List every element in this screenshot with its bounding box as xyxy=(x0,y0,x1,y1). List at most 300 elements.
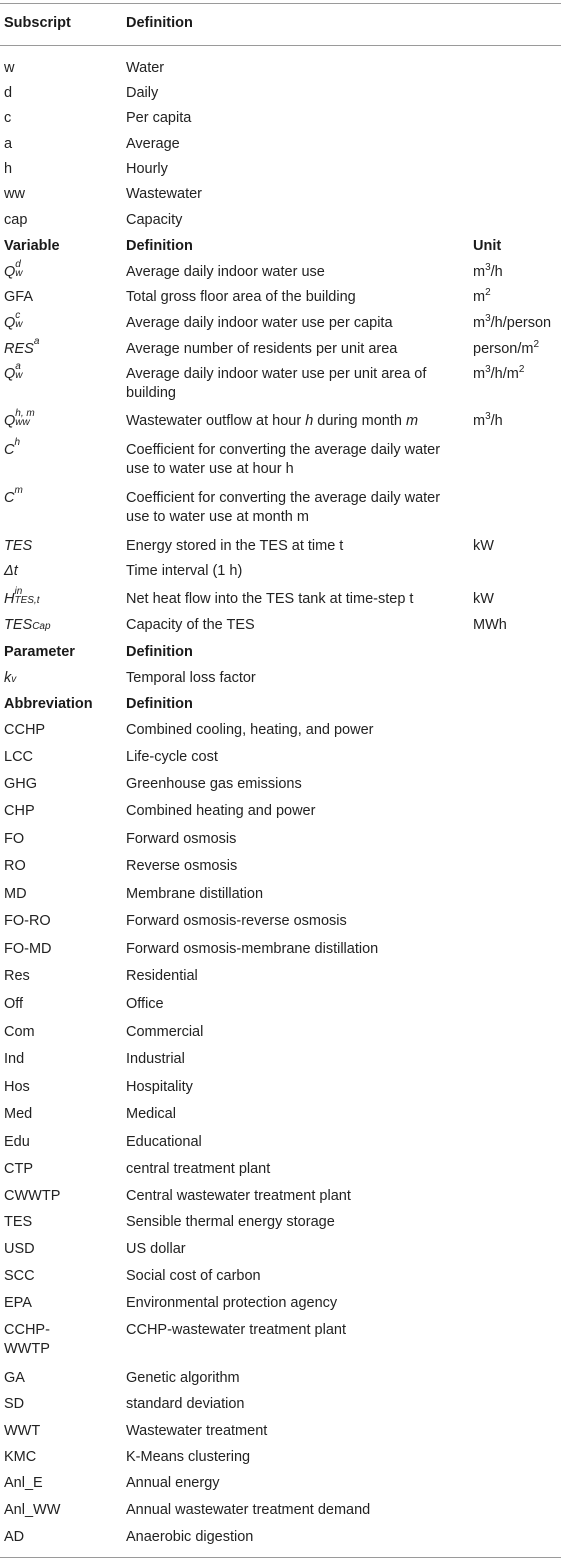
symbol-base: Q xyxy=(4,264,16,280)
unit-cell: kW xyxy=(473,591,494,607)
definition-cell xyxy=(126,1050,185,1069)
symbol-base: Δt xyxy=(4,563,18,579)
term-cell xyxy=(4,185,25,204)
symbol-base: Q xyxy=(4,366,16,382)
table-row xyxy=(0,1050,561,1076)
term-cell xyxy=(4,336,40,359)
symbol-base: C xyxy=(4,490,15,506)
term-cell xyxy=(4,1321,60,1359)
term-text: CWWTP xyxy=(4,1188,61,1204)
term-cell xyxy=(4,1240,35,1259)
table-row xyxy=(0,1422,561,1448)
definition-text: standard deviation xyxy=(126,1396,245,1412)
symbol-subscript: ww xyxy=(15,417,30,429)
term-cell xyxy=(4,1369,25,1388)
term-cell xyxy=(4,1528,24,1547)
definition-text: Capacity xyxy=(126,212,183,228)
definition-cell xyxy=(126,1422,267,1441)
definition-text: during month xyxy=(313,413,406,429)
term-cell xyxy=(4,748,33,767)
definition-text: Net heat flow into the TES tank at time-step t xyxy=(126,591,414,607)
unit-exponent: 3 xyxy=(485,262,491,274)
term-text: SCC xyxy=(4,1268,35,1284)
term-text: Off xyxy=(4,996,24,1012)
table-row xyxy=(0,1501,561,1527)
definition-cell xyxy=(126,669,256,688)
table-row xyxy=(0,586,561,616)
table-row xyxy=(0,995,561,1021)
symbol-subscript: Cap xyxy=(32,621,51,633)
term-text: AD xyxy=(4,1529,25,1545)
term-text: a xyxy=(4,136,13,152)
term-cell xyxy=(4,802,35,821)
definition-cell xyxy=(126,802,315,821)
definition-text: K-Means clustering xyxy=(126,1449,251,1465)
table-row xyxy=(0,967,561,993)
definition-cell xyxy=(126,775,302,794)
symbol-scripts xyxy=(14,485,23,504)
term-cell xyxy=(4,857,26,876)
definition-text: Social cost of carbon xyxy=(126,1268,261,1284)
term-cell xyxy=(4,1294,32,1313)
definition-cell xyxy=(126,489,456,527)
table-row xyxy=(0,1187,561,1213)
definition-italic: m xyxy=(405,413,419,429)
table-row xyxy=(0,1023,561,1049)
math-symbol xyxy=(4,361,23,382)
table-row xyxy=(0,361,561,401)
header-col1: Abbreviation xyxy=(4,696,93,712)
table-row xyxy=(0,1240,561,1266)
table-row xyxy=(0,135,561,161)
definition-text: Membrane distillation xyxy=(126,886,264,902)
section-header-row xyxy=(0,237,561,263)
term-text: Med xyxy=(4,1106,33,1122)
term-cell xyxy=(4,288,33,307)
symbol-base: Q xyxy=(4,413,16,429)
math-symbol xyxy=(4,259,23,280)
math-symbol xyxy=(4,408,35,429)
definition-italic: h xyxy=(305,413,314,429)
table-row xyxy=(0,885,561,911)
definition-cell xyxy=(126,1321,346,1340)
term-text: Hos xyxy=(4,1079,30,1095)
unit-exponent: 2 xyxy=(533,339,540,351)
term-cell xyxy=(4,259,23,282)
math-symbol xyxy=(4,336,40,357)
definition-cell xyxy=(126,912,347,931)
term-text: w xyxy=(4,60,15,76)
table-row xyxy=(0,940,561,966)
unit-exponent: 3 xyxy=(485,411,491,423)
table-row xyxy=(0,59,561,85)
definition-cell xyxy=(126,340,397,359)
table-row xyxy=(0,775,561,801)
term-cell xyxy=(4,775,37,794)
definition-text: Forward osmosis-reverse osmosis xyxy=(126,913,347,929)
table-row xyxy=(0,1078,561,1104)
definition-text: Environmental protection agency xyxy=(126,1295,338,1311)
term-text: Com xyxy=(4,1024,35,1040)
definition-cell xyxy=(126,940,378,959)
definition-cell xyxy=(126,616,255,635)
definition-text: Wastewater treatment xyxy=(126,1423,268,1439)
symbol-superscript: h xyxy=(14,437,21,449)
math-symbol xyxy=(4,538,32,554)
definition-text: Water xyxy=(126,60,165,76)
table-row xyxy=(0,1105,561,1131)
definition-cell xyxy=(126,1240,186,1259)
table-row xyxy=(0,1213,561,1239)
definition-text: Life-cycle cost xyxy=(126,749,218,765)
section-header-row xyxy=(0,643,561,669)
definition-text: Commercial xyxy=(126,1024,204,1040)
term-cell xyxy=(4,1474,43,1493)
table-row xyxy=(0,562,561,588)
term-text: GA xyxy=(4,1370,25,1386)
table-row xyxy=(0,1474,561,1500)
table-row xyxy=(0,721,561,747)
unit-cell: person/$m^2$ xyxy=(473,339,540,357)
definition-cell xyxy=(126,830,236,849)
definition-text: Hospitality xyxy=(126,1079,193,1095)
definition-text: Combined heating and power xyxy=(126,803,316,819)
table-row xyxy=(0,1294,561,1320)
section-header-row xyxy=(0,14,561,40)
definition-text: Genetic algorithm xyxy=(126,1370,240,1386)
definition-text: Daily xyxy=(126,85,159,101)
symbol-subscript: v xyxy=(11,674,17,686)
table-row xyxy=(0,1160,561,1186)
definition-cell xyxy=(126,1267,261,1286)
definition-text: US dollar xyxy=(126,1241,186,1257)
term-cell xyxy=(4,940,52,959)
term-text: KMC xyxy=(4,1449,37,1465)
symbol-base: Q xyxy=(4,315,16,331)
definition-text: Greenhouse gas emissions xyxy=(126,776,302,792)
term-cell xyxy=(4,408,35,431)
symbol-subscript: TES,t xyxy=(14,595,40,607)
header-col1: Parameter xyxy=(4,644,75,660)
term-cell xyxy=(4,1133,30,1152)
symbol-subscript: w xyxy=(15,370,23,382)
unit-cell: $m^3/h/m^2$ xyxy=(473,364,525,382)
term-cell xyxy=(4,361,23,384)
table-row xyxy=(0,669,561,695)
definition-cell xyxy=(126,885,263,904)
symbol-base: k xyxy=(4,670,12,686)
definition-text: Annual wastewater treatment demand xyxy=(126,1502,371,1518)
definition-cell xyxy=(126,263,325,282)
definition-cell xyxy=(126,59,164,78)
definition-cell xyxy=(126,1395,245,1414)
term-cell xyxy=(4,1448,36,1467)
term-cell xyxy=(4,1023,35,1042)
term-text: ww xyxy=(4,186,25,202)
math-symbol xyxy=(4,563,18,579)
symbol-superscript: h, m xyxy=(15,408,35,420)
term-text: TES xyxy=(4,1214,33,1230)
term-cell xyxy=(4,1501,60,1520)
unit-exponent: 2 xyxy=(485,287,491,299)
term-text: FO xyxy=(4,831,25,847)
definition-cell xyxy=(126,748,218,767)
header-col3: Unit xyxy=(473,238,502,254)
definition-text: Educational xyxy=(126,1134,202,1150)
term-cell xyxy=(4,586,40,609)
term-cell xyxy=(4,310,23,333)
definition-cell xyxy=(126,1213,335,1232)
table-row xyxy=(0,616,561,642)
term-cell xyxy=(4,160,12,179)
definition-cell xyxy=(126,1501,370,1520)
term-cell xyxy=(4,437,21,460)
table-row xyxy=(0,1369,561,1395)
term-text: CCHP-WWTP xyxy=(4,1322,50,1357)
symbol-scripts xyxy=(14,586,40,607)
unit-cell: $m^3/h$ xyxy=(473,262,503,280)
definition-text: Residential xyxy=(126,968,198,984)
definition-cell xyxy=(126,365,456,403)
term-text: FO-RO xyxy=(4,913,51,929)
term-cell xyxy=(4,669,16,688)
definition-text: Average daily indoor water use per capita xyxy=(126,315,393,331)
term-cell xyxy=(4,537,32,556)
definition-text: Wastewater outflow at hour xyxy=(126,413,306,429)
term-cell xyxy=(4,885,27,904)
term-cell xyxy=(4,616,51,635)
symbol-scripts xyxy=(33,336,40,355)
symbol-scripts xyxy=(15,259,23,280)
term-text: GFA xyxy=(4,289,34,305)
definition-cell xyxy=(126,1528,253,1547)
unit-exponent: 3 xyxy=(485,313,491,325)
term-text: RO xyxy=(4,858,26,874)
term-text: Edu xyxy=(4,1134,30,1150)
table-row xyxy=(0,1395,561,1421)
term-cell xyxy=(4,967,30,986)
term-text: cap xyxy=(4,212,28,228)
definition-text: Central wastewater treatment plant xyxy=(126,1188,351,1204)
definition-cell xyxy=(126,84,158,103)
definition-text: Reverse osmosis xyxy=(126,858,238,874)
term-text: CHP xyxy=(4,803,35,819)
table-row xyxy=(0,1528,561,1554)
definition-cell xyxy=(126,1474,220,1493)
definition-cell xyxy=(126,537,343,556)
table-row xyxy=(0,437,561,477)
definition-text: Average daily indoor water use xyxy=(126,264,325,280)
symbol-superscript: in xyxy=(14,586,23,598)
definition-text: Total gross floor area of the building xyxy=(126,289,356,305)
definition-cell xyxy=(126,721,373,740)
term-cell xyxy=(4,1050,24,1069)
table-row xyxy=(0,1267,561,1293)
term-cell xyxy=(4,1395,24,1414)
definition-cell xyxy=(126,1294,337,1313)
header-col2: Definition xyxy=(126,696,193,712)
unit-cell: MWh xyxy=(473,617,507,633)
term-cell xyxy=(4,109,11,128)
symbol-scripts xyxy=(15,361,23,382)
term-text: Anl_WW xyxy=(4,1502,61,1518)
table-row xyxy=(0,485,561,525)
term-text: WWT xyxy=(4,1423,41,1439)
term-cell xyxy=(4,912,51,931)
term-text: d xyxy=(4,85,13,101)
symbol-base: H xyxy=(4,591,15,607)
definition-cell xyxy=(126,857,237,876)
term-cell xyxy=(4,1422,40,1441)
symbol-base: TES xyxy=(4,617,33,633)
term-cell xyxy=(4,59,14,78)
definition-text: Coefficient for converting the average daily water use to water use at hour h xyxy=(126,442,441,477)
table-row xyxy=(0,259,561,289)
table-row xyxy=(0,336,561,366)
table-row xyxy=(0,1133,561,1159)
definition-text: Forward osmosis xyxy=(126,831,237,847)
table-row xyxy=(0,109,561,135)
table-row xyxy=(0,830,561,856)
definition-cell xyxy=(126,441,456,479)
definition-cell xyxy=(126,967,198,986)
section-header-row xyxy=(0,695,561,721)
term-text: USD xyxy=(4,1241,35,1257)
definition-cell xyxy=(126,211,182,230)
definition-cell xyxy=(126,1160,270,1179)
definition-cell xyxy=(126,314,393,333)
table-row xyxy=(0,185,561,211)
symbol-scripts xyxy=(15,408,35,429)
definition-cell xyxy=(126,1448,250,1467)
definition-cell xyxy=(126,288,356,307)
symbol-superscript: c xyxy=(15,310,21,322)
term-cell xyxy=(4,1105,32,1124)
definition-text: Temporal loss factor xyxy=(126,670,256,686)
symbol-superscript: m xyxy=(14,485,23,497)
table-row xyxy=(0,912,561,938)
definition-text: Energy stored in the TES at time t xyxy=(126,538,344,554)
term-cell xyxy=(4,562,18,581)
definition-text: Wastewater xyxy=(126,186,203,202)
definition-cell xyxy=(126,412,418,431)
term-text: MD xyxy=(4,886,27,902)
definition-cell xyxy=(126,1133,202,1152)
term-cell xyxy=(4,485,23,508)
definition-cell xyxy=(126,1023,203,1042)
symbol-base: TES xyxy=(4,538,33,554)
table-row xyxy=(0,288,561,314)
header-col1: Subscript xyxy=(4,15,71,31)
definition-text: Anaerobic digestion xyxy=(126,1529,254,1545)
term-text: CTP xyxy=(4,1161,33,1177)
header-col2: Definition xyxy=(126,15,193,31)
term-cell xyxy=(4,1160,33,1179)
unit-exponent: 2 xyxy=(518,364,525,376)
table-row xyxy=(0,857,561,883)
term-text: Anl_E xyxy=(4,1475,43,1491)
term-text: SD xyxy=(4,1396,25,1412)
term-text: h xyxy=(4,161,13,177)
definition-cell xyxy=(126,590,413,609)
math-symbol xyxy=(4,310,23,331)
table-row xyxy=(0,84,561,110)
definition-text: Forward osmosis-membrane distillation xyxy=(126,941,379,957)
definition-text: Annual energy xyxy=(126,1475,220,1491)
definition-text: Coefficient for converting the average daily water use to water use at month m xyxy=(126,490,441,525)
symbol-base: C xyxy=(4,442,15,458)
top-rule xyxy=(0,3,561,4)
symbol-subscript: w xyxy=(15,268,23,280)
bottom-rule xyxy=(0,1557,561,1558)
term-cell xyxy=(4,830,24,849)
definition-cell xyxy=(126,995,164,1014)
term-cell xyxy=(4,1267,35,1286)
table-row xyxy=(0,802,561,828)
definition-text: CCHP-wastewater treatment plant xyxy=(126,1322,346,1338)
term-cell xyxy=(4,995,23,1014)
header-col2: Definition xyxy=(126,238,193,254)
definition-text: Sensible thermal energy storage xyxy=(126,1214,335,1230)
table-row xyxy=(0,1321,561,1357)
definition-cell xyxy=(126,1105,176,1124)
symbol-scripts xyxy=(14,437,21,456)
unit-cell: kW xyxy=(473,538,494,554)
symbol-subscript: w xyxy=(15,319,23,331)
definition-cell xyxy=(126,562,242,581)
definition-text: Office xyxy=(126,996,164,1012)
term-cell xyxy=(4,721,45,740)
unit-cell: $m^3/h$/person xyxy=(473,313,552,331)
term-text: FO-MD xyxy=(4,941,52,957)
term-text: CCHP xyxy=(4,722,46,738)
term-cell xyxy=(4,135,12,154)
term-cell xyxy=(4,211,27,230)
definition-cell xyxy=(126,1369,240,1388)
term-cell xyxy=(4,84,12,103)
definition-text: Average daily indoor water use per unit area of building xyxy=(126,366,427,401)
header-col2: Definition xyxy=(126,644,193,660)
definition-cell xyxy=(126,1078,193,1097)
symbol-superscript: a xyxy=(33,336,40,348)
definition-text: Per capita xyxy=(126,110,192,126)
unit-exponent: 3 xyxy=(485,364,491,376)
term-text: c xyxy=(4,110,12,126)
term-cell xyxy=(4,1078,30,1097)
term-cell xyxy=(4,1213,32,1232)
definition-text: Time interval (1 h) xyxy=(126,563,243,579)
symbol-scripts xyxy=(11,672,16,684)
table-row xyxy=(0,310,561,340)
term-text: EPA xyxy=(4,1295,32,1311)
symbol-scripts xyxy=(32,619,50,631)
unit-cell: $m^3/h$ xyxy=(473,411,503,429)
term-text: Res xyxy=(4,968,30,984)
definition-cell xyxy=(126,160,168,179)
definition-cell xyxy=(126,1187,351,1206)
table-row xyxy=(0,748,561,774)
definition-text: Combined cooling, heating, and power xyxy=(126,722,374,738)
symbol-superscript: a xyxy=(15,361,21,373)
symbol-base: RES xyxy=(4,341,34,357)
table-row xyxy=(0,537,561,563)
definition-text: central treatment plant xyxy=(126,1161,271,1177)
term-text: Ind xyxy=(4,1051,25,1067)
table-row xyxy=(0,408,561,438)
table-row xyxy=(0,1448,561,1474)
definition-text: Average number of residents per unit area xyxy=(126,341,398,357)
symbol-superscript: d xyxy=(15,259,21,271)
